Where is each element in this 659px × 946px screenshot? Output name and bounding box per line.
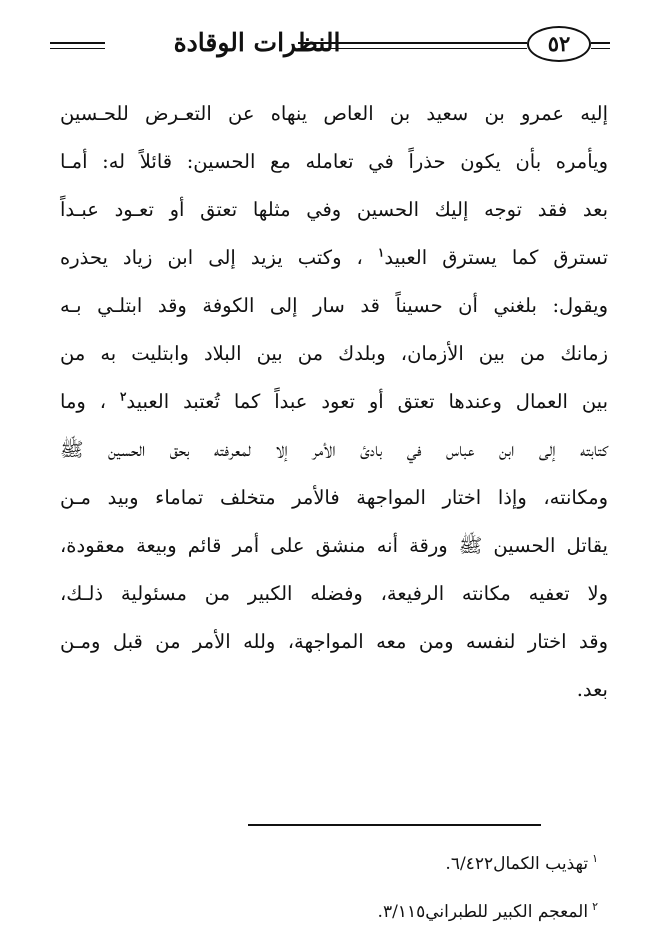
- footnote-separator: [248, 824, 541, 826]
- text-line-9: ومكانته، وإذا اختار المواجهة فالأمر متخلف تماماء وبيد مـن: [60, 486, 608, 509]
- footnote-ref-2[interactable]: ٢: [119, 389, 127, 404]
- text-line-2: ويأمره بأن يكون حذراً في تعامله مع الحسين: قائلاً له: أمـا: [60, 150, 608, 173]
- header-left-rule: [50, 42, 105, 44]
- header-right-rule: [591, 42, 610, 44]
- text-line-1: إليه عمرو بن سعيد بن العاص ينهاه عن التعـرض للحـسين: [60, 102, 608, 125]
- text-line-10: يقاتل الحسين ﷺ ورقة أنه منشق على أمر قائم وبيعة معقودة،: [60, 534, 608, 557]
- text-line-7-b: ، وما: [60, 390, 107, 413]
- text-line-7: [60, 378, 608, 426]
- header-left-rule-thin: [50, 48, 105, 49]
- text-line-4-a: تسترق كما يسترق العبيد: [384, 246, 608, 269]
- footnote-ref-1[interactable]: ١: [377, 245, 385, 260]
- footnote-2-text: المعجم الكبير للطبراني٣/١١٥.: [377, 902, 589, 922]
- header-middle-rule: [298, 42, 527, 44]
- text-line-4: [60, 234, 608, 282]
- running-title: النظرات الوقادة: [173, 28, 341, 57]
- text-line-3: بعد فقد توجه إليك الحسين وفي مثلها تعتق أو تعـود عبـداً: [60, 198, 608, 221]
- text-line-7-a: بين العمال وعندها تعتق أو تعود عبداً كما تُعتبد العبيد: [126, 390, 608, 413]
- body-text: [60, 90, 608, 714]
- text-line-12: وقد اختار لنفسه ومن معه المواجهة، ولله الأمر من قبل ومـن: [60, 630, 608, 653]
- header-right-rule-thin: [591, 48, 610, 49]
- text-line-11: ولا تعفيه مكانته الرفيعة، وفضله الكبير من مسئولية ذلـك،: [60, 582, 608, 605]
- text-line-8: كتابته إلى ابن عباس في بادئ الأمر إلا لمعرفته بحق الحسين ﷺ: [60, 438, 608, 461]
- footnote-1-marker: ١: [592, 852, 598, 866]
- text-line-4-b: ، وكتب يزيد إلى ابن زياد يحذره: [60, 246, 363, 269]
- page-header: [50, 20, 610, 72]
- header-middle-rule-thin: [298, 48, 527, 49]
- footnote-1: [60, 846, 598, 894]
- footnotes: [60, 846, 598, 942]
- text-line-6: زمانك من بين الأزمان، وبلدك من بين البلاد وابتليت به من: [60, 342, 608, 365]
- text-line-5: ويقول: بلغني أن حسيناً قد سار إلى الكوفة وقد ابتلـي بـه: [60, 294, 608, 317]
- footnote-2-marker: ٢: [592, 900, 598, 914]
- text-line-13: بعد.: [576, 678, 608, 701]
- footnote-2: [60, 894, 598, 942]
- footnote-1-text: تهذيب الكمال٦/٤٢٢.: [445, 854, 589, 874]
- page-number: ٥٢: [527, 26, 591, 62]
